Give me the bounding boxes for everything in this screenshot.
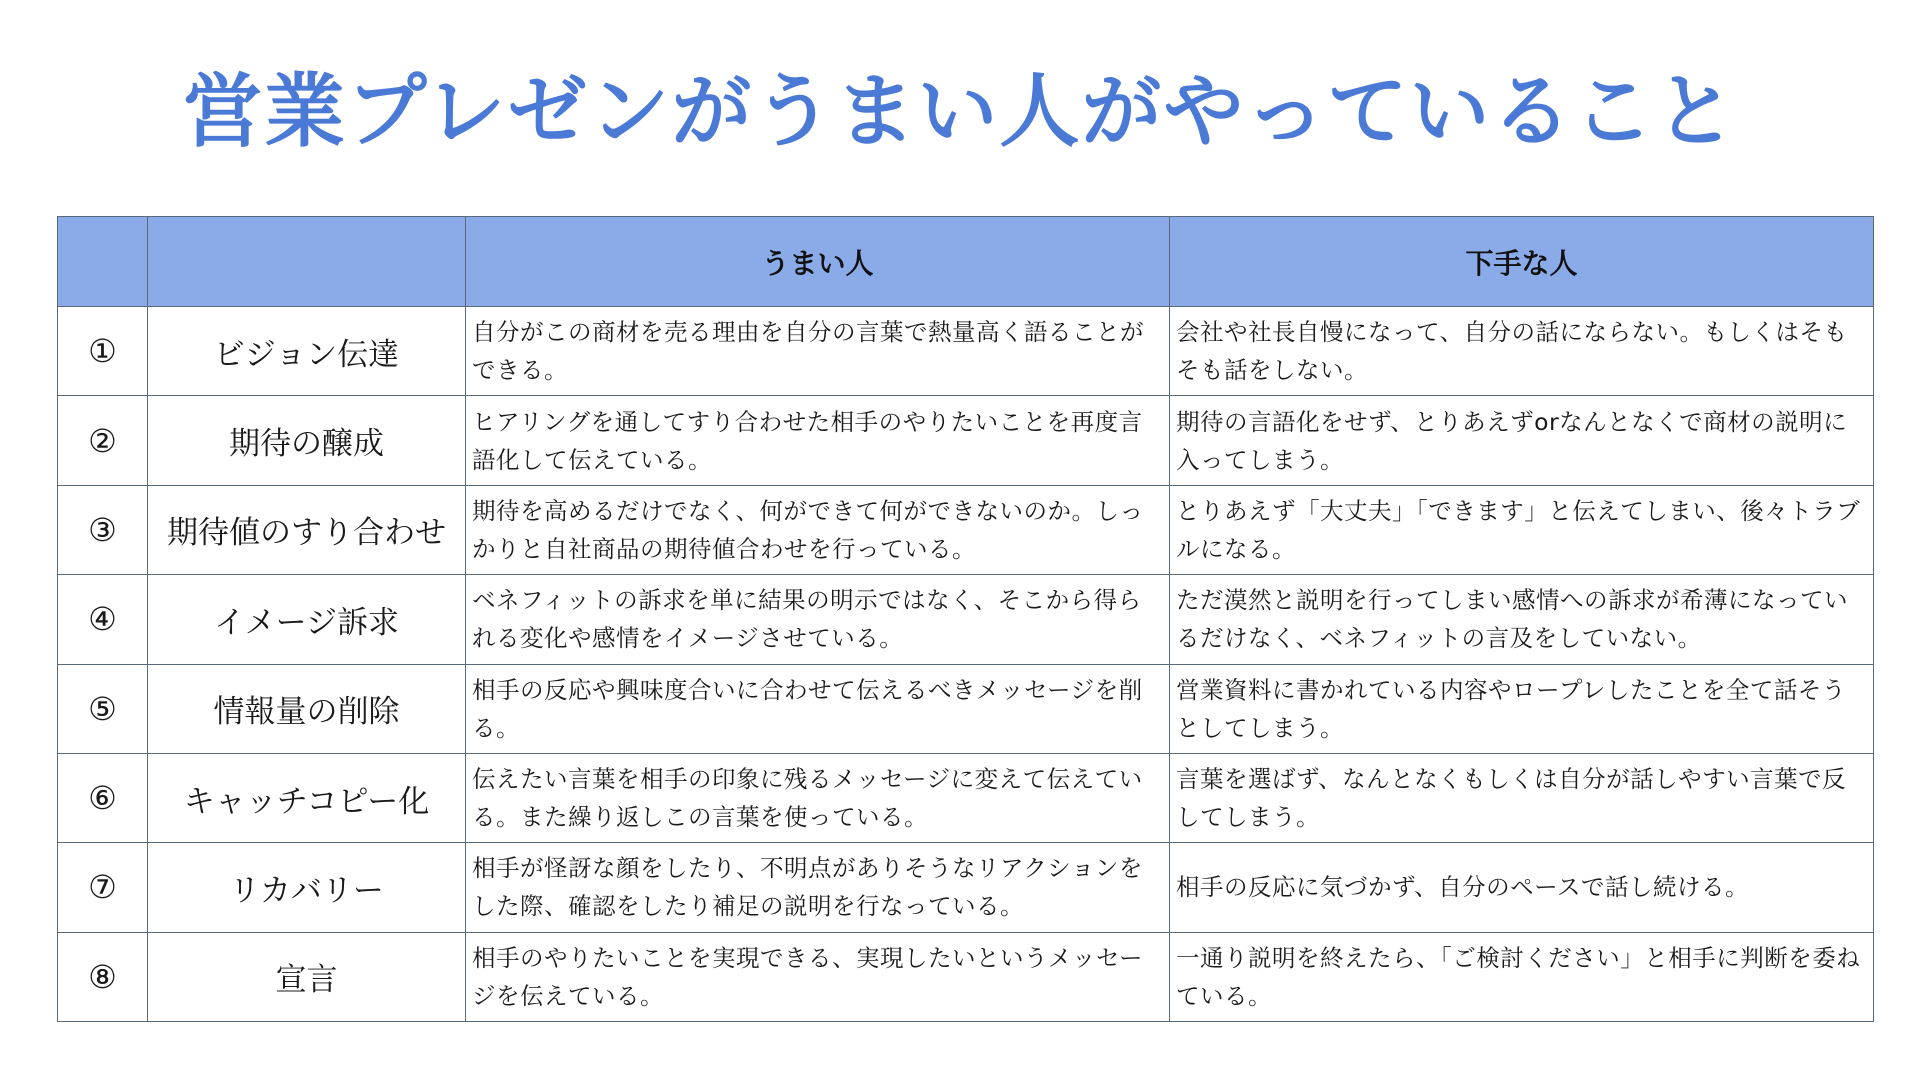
row-good: 相手の反応や興味度合いに合わせて伝えるべきメッセージを削る。 xyxy=(466,664,1170,753)
row-bad: 一通り説明を終えたら、「ご検討ください」と相手に判断を委ねている。 xyxy=(1170,932,1874,1021)
row-bad: 相手の反応に気づかず、自分のペースで話し続ける。 xyxy=(1170,843,1874,932)
row-item: 宣言 xyxy=(148,932,466,1021)
row-good: 相手が怪訝な顔をしたり、不明点がありそうなリアクションをした際、確認をしたり補足の説明を行なっている。 xyxy=(466,843,1170,932)
comparison-table xyxy=(57,216,1874,1022)
row-item: イメージ訴求 xyxy=(148,575,466,664)
row-bad: 会社や社長自慢になって、自分の話にならない。もしくはそもそも話をしない。 xyxy=(1170,307,1874,396)
row-number: ⑧ xyxy=(58,932,148,1021)
row-bad: 営業資料に書かれている内容やロープレしたことを全て話そうとしてしまう。 xyxy=(1170,664,1874,753)
table-row xyxy=(58,753,1874,842)
row-item: ビジョン伝達 xyxy=(148,307,466,396)
row-bad: 言葉を選ばず、なんとなくもしくは自分が話しやすい言葉で反してしまう。 xyxy=(1170,753,1874,842)
header-cell-good: うまい人 xyxy=(466,217,1170,307)
table-row xyxy=(58,307,1874,396)
table-row xyxy=(58,664,1874,753)
row-number: ⑥ xyxy=(58,753,148,842)
row-item: 情報量の削除 xyxy=(148,664,466,753)
row-good: 相手のやりたいことを実現できる、実現したいというメッセージを伝えている。 xyxy=(466,932,1170,1021)
row-number: ① xyxy=(58,307,148,396)
table-row xyxy=(58,396,1874,485)
row-number: ⑦ xyxy=(58,843,148,932)
header-cell-number xyxy=(58,217,148,307)
row-good: 伝えたい言葉を相手の印象に残るメッセージに変えて伝えている。また繰り返しこの言葉を使っている。 xyxy=(466,753,1170,842)
row-bad: とりあえず「大丈夫」「できます」と伝えてしまい、後々トラブルになる。 xyxy=(1170,485,1874,574)
table-row xyxy=(58,843,1874,932)
row-good: 期待を高めるだけでなく、何ができて何ができないのか。しっかりと自社商品の期待値合わせを行っている。 xyxy=(466,485,1170,574)
row-bad: ただ漠然と説明を行ってしまい感情への訴求が希薄になっているだけなく、ベネフィットの言及をしていない。 xyxy=(1170,575,1874,664)
row-bad: 期待の言語化をせず、とりあえずorなんとなくで商材の説明に入ってしまう。 xyxy=(1170,396,1874,485)
table-header-row xyxy=(58,217,1874,307)
row-item: リカバリー xyxy=(148,843,466,932)
row-good: ヒアリングを通してすり合わせた相手のやりたいことを再度言語化して伝えている。 xyxy=(466,396,1170,485)
row-number: ⑤ xyxy=(58,664,148,753)
row-item: 期待の醸成 xyxy=(148,396,466,485)
table-row xyxy=(58,485,1874,574)
row-number: ③ xyxy=(58,485,148,574)
row-number: ② xyxy=(58,396,148,485)
header-cell-bad: 下手な人 xyxy=(1170,217,1874,307)
row-item: キャッチコピー化 xyxy=(148,753,466,842)
row-good: ベネフィットの訴求を単に結果の明示ではなく、そこから得られる変化や感情をイメージさせている。 xyxy=(466,575,1170,664)
table-row xyxy=(58,575,1874,664)
header-cell-item xyxy=(148,217,466,307)
table-row xyxy=(58,932,1874,1021)
page-title: 営業プレゼンがうまい人がやっていること xyxy=(182,65,1738,158)
row-item: 期待値のすり合わせ xyxy=(148,485,466,574)
row-number: ④ xyxy=(58,575,148,664)
row-good: 自分がこの商材を売る理由を自分の言葉で熱量高く語ることができる。 xyxy=(466,307,1170,396)
